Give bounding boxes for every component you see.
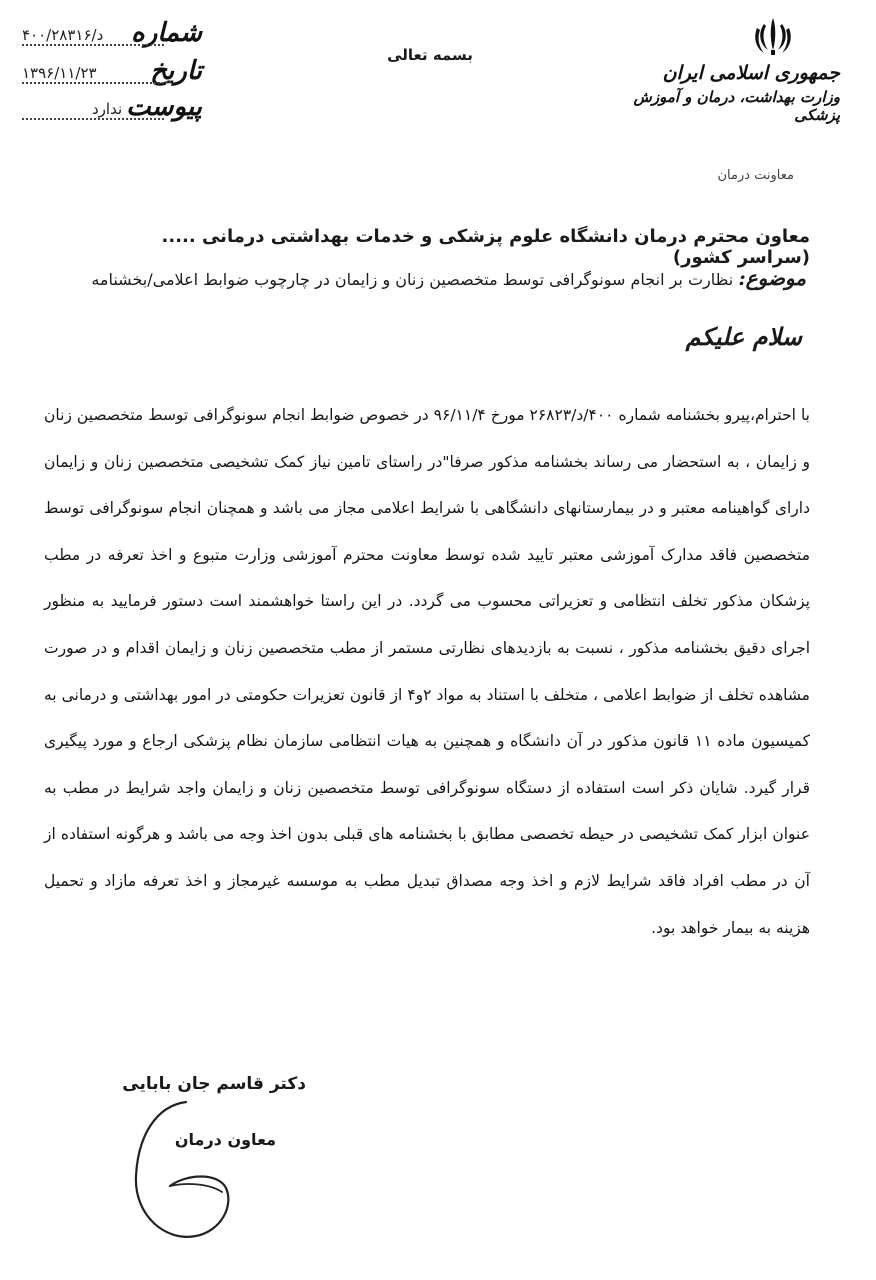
subject-label: موضوع: bbox=[738, 266, 806, 290]
iran-emblem-icon bbox=[752, 16, 794, 56]
dotted-line bbox=[22, 44, 164, 46]
reference-date-value: ۱۳۹۶/۱۱/۲۳ bbox=[22, 64, 97, 82]
signatory-title: معاون درمان bbox=[174, 1130, 276, 1149]
reference-attachment-value: ندارد bbox=[92, 100, 123, 118]
letter-body: با احترام،پیرو بخشنامه شماره ۴۰۰/د/۲۶۸۲۳ مورخ ۹۶/۱۱/۴ در خصوص ضوابط انجام سونوگرافی توسط متخصصین زنان و زایمان ، به استحضار می رساند بخشنامه مذکور صرفا"در راستای تامین نیاز کمک تشخیصی متخصصین زنان و زایمان دارای گواهینامه معتبر و در بیمارستانهای دانشگاهی با شرایط اعلامی مجاز می باشد و همچنان انجام سونوگرافی توسط متخصصین فاقد مدارک آموزشی معتبر تایید شده توسط معاونت محترم آموزشی وزارت متبوع و اخذ تعرفه در مطب پزشکان مذکور تخلف انتظامی و تعزیراتی محسوب می گردد. در این راستا خواهشمند است دستور فرمایید به منظور اجرای دقیق بخشنامه مذکور ، نسبت به بازدیدهای نظارتی مستمر از مطب متخصصین زنان و زایمان اقدام و در صورت مشاهده تخلف از ضوابط اعلامی ، متخلف با استناد به مواد ۲و۴ از قانون تعزیرات حکومتی در امور بهداشتی و درمانی به کمیسیون ماده ۱۱ قانون مذکور در آن دانشگاه و همچنین به هیات انتظامی سازمان نظام پزشکی ارجاع و مورد پیگیری قرار گیرد. شایان ذکر است استفاده از دستگاه سونوگرافی توسط متخصصین زنان و زایمان واجد شرایط در مطب به عنوان ابزار کمک تشخیصی در حیطه تخصصی مطابق با بخشنامه های قبلی بدون اخذ وجه می باشد و هرگونه استفاده از آن در مطب افراد فاقد شرایط لازم و اخذ وجه مصداق تبدیل مطب به موسسه غیرمجاز و اخذ تعرفه مازاد و تحمیل هزینه به بیمار خواهد بود. bbox=[44, 406, 810, 937]
handwritten-signature-icon bbox=[126, 1096, 246, 1246]
reference-attachment-label: پیوست bbox=[126, 92, 202, 122]
ministry-line-2: وزارت بهداشت، درمان و آموزش پزشکی bbox=[633, 88, 840, 124]
reference-number-row bbox=[22, 18, 202, 52]
subject-line bbox=[86, 266, 806, 290]
reference-number-label: شماره bbox=[131, 18, 202, 48]
salutation: سلام علیکم bbox=[685, 322, 802, 351]
ministry-line-1: جمهوری اسلامی ایران bbox=[662, 62, 840, 84]
recipient-line: معاون محترم درمان دانشگاه علوم پزشکی و خدمات بهداشتی درمانی .....(سراسر کشور) bbox=[161, 226, 810, 268]
department-label: معاونت درمان bbox=[717, 168, 794, 183]
subject-text: نظارت بر انجام سونوگرافی توسط متخصصین زنان و زایمان در چارچوب ضوابط اعلامی/بخشنامه bbox=[91, 270, 734, 289]
reference-attachment-row bbox=[22, 92, 202, 126]
bismillah-heading: بسمه تعالی bbox=[387, 46, 473, 64]
dotted-line bbox=[22, 118, 164, 120]
signatory-name: دکتر قاسم جان بابایی bbox=[122, 1074, 306, 1094]
reference-number-value: ۴۰۰/د/۲۸۳۱۶ bbox=[22, 26, 104, 44]
reference-date-label: تاریخ bbox=[150, 56, 202, 86]
reference-date-row bbox=[22, 56, 202, 90]
dotted-line bbox=[22, 82, 164, 84]
